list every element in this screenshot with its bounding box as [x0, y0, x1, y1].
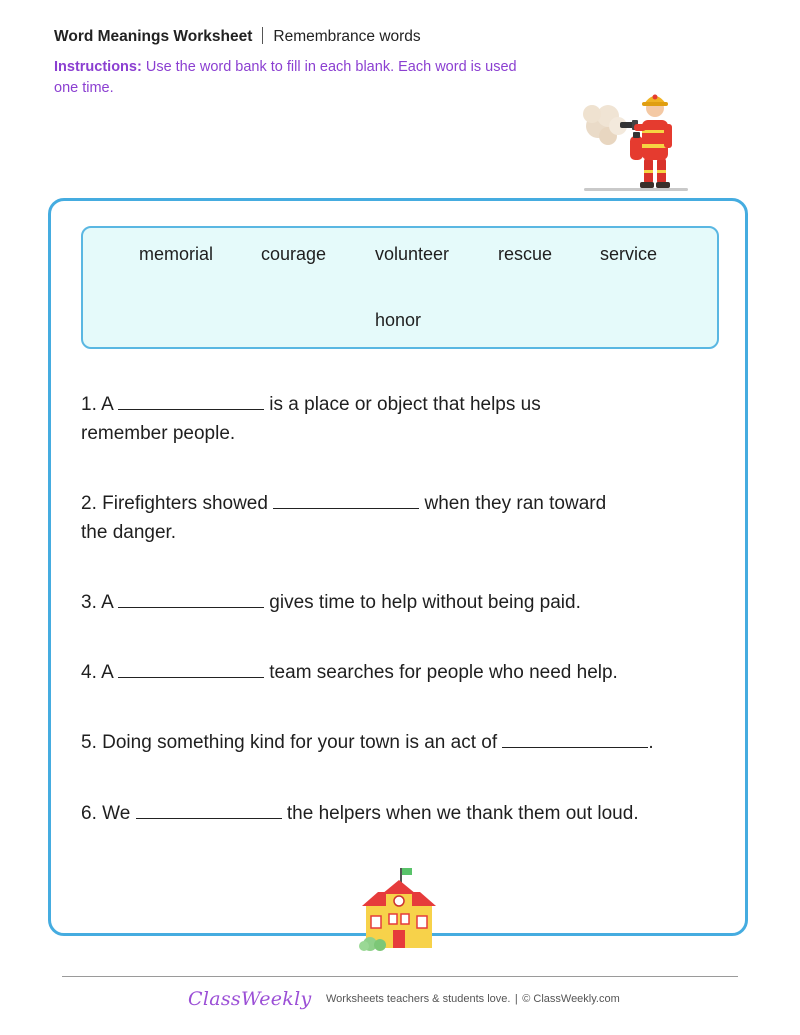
answer-blank[interactable]	[118, 589, 264, 608]
word-bank-item: volunteer	[375, 244, 450, 264]
question-1	[81, 390, 671, 448]
question-4	[81, 658, 671, 687]
instructions-text: Use the word bank to fill in each blank. Each word is used one time.	[54, 59, 517, 96]
word-bank-item: rescue	[498, 244, 553, 264]
question-text-after: when they ran toward	[424, 493, 607, 514]
question-2	[81, 489, 671, 547]
question-number: 3.	[81, 592, 97, 613]
question-number: 1.	[81, 394, 97, 415]
worksheet-title: Word Meanings Worksheet	[54, 28, 253, 45]
footer-divider	[62, 976, 738, 977]
question-number: 5.	[81, 732, 97, 753]
question-text-before: A	[101, 394, 113, 415]
question-5	[81, 728, 721, 757]
question-text-before: We	[102, 803, 131, 824]
footer-copyright: © ClassWeekly.com	[522, 993, 620, 1005]
answer-blank[interactable]	[502, 729, 648, 748]
school-icon	[358, 866, 440, 952]
worksheet-subtitle: Remembrance words	[273, 28, 421, 45]
question-6	[81, 799, 671, 828]
word-bank-item: courage	[261, 244, 327, 264]
question-text-before: Firefighters showed	[102, 493, 268, 514]
footer-separator: |	[514, 993, 518, 1005]
footer	[188, 988, 620, 1010]
question-text-after: gives time to help without being paid.	[269, 592, 581, 613]
question-number: 4.	[81, 662, 97, 683]
question-text-continued: remember people.	[81, 423, 236, 444]
answer-blank[interactable]	[118, 391, 264, 410]
question-number: 6.	[81, 803, 97, 824]
instructions	[54, 57, 534, 99]
answer-blank[interactable]	[118, 659, 264, 678]
answer-blank[interactable]	[273, 490, 419, 509]
question-text-before: Doing something kind for your town is an act of	[102, 732, 498, 753]
question-number: 2.	[81, 493, 97, 514]
question-text-after: .	[648, 732, 654, 753]
question-text-after: is a place or object that helps us	[269, 394, 541, 415]
answer-blank[interactable]	[136, 800, 282, 819]
question-text-continued: the danger.	[81, 522, 177, 543]
title-divider	[262, 27, 263, 44]
footer-tagline: Worksheets teachers & students love.	[326, 993, 511, 1005]
question-text-after: team searches for people who need help.	[269, 662, 618, 683]
word-bank-item: memorial	[139, 244, 214, 264]
instructions-label: Instructions:	[54, 59, 142, 75]
worksheet-header	[54, 27, 421, 46]
word-bank-item: honor	[375, 310, 422, 330]
question-text-before: A	[101, 592, 113, 613]
word-bank-item: service	[600, 244, 658, 264]
question-text-before: A	[101, 662, 113, 683]
firefighter-icon	[578, 78, 694, 196]
question-3	[81, 588, 671, 617]
brand-logo: ClassWeekly	[188, 988, 312, 1010]
question-text-after: the helpers when we thank them out loud.	[286, 803, 639, 824]
